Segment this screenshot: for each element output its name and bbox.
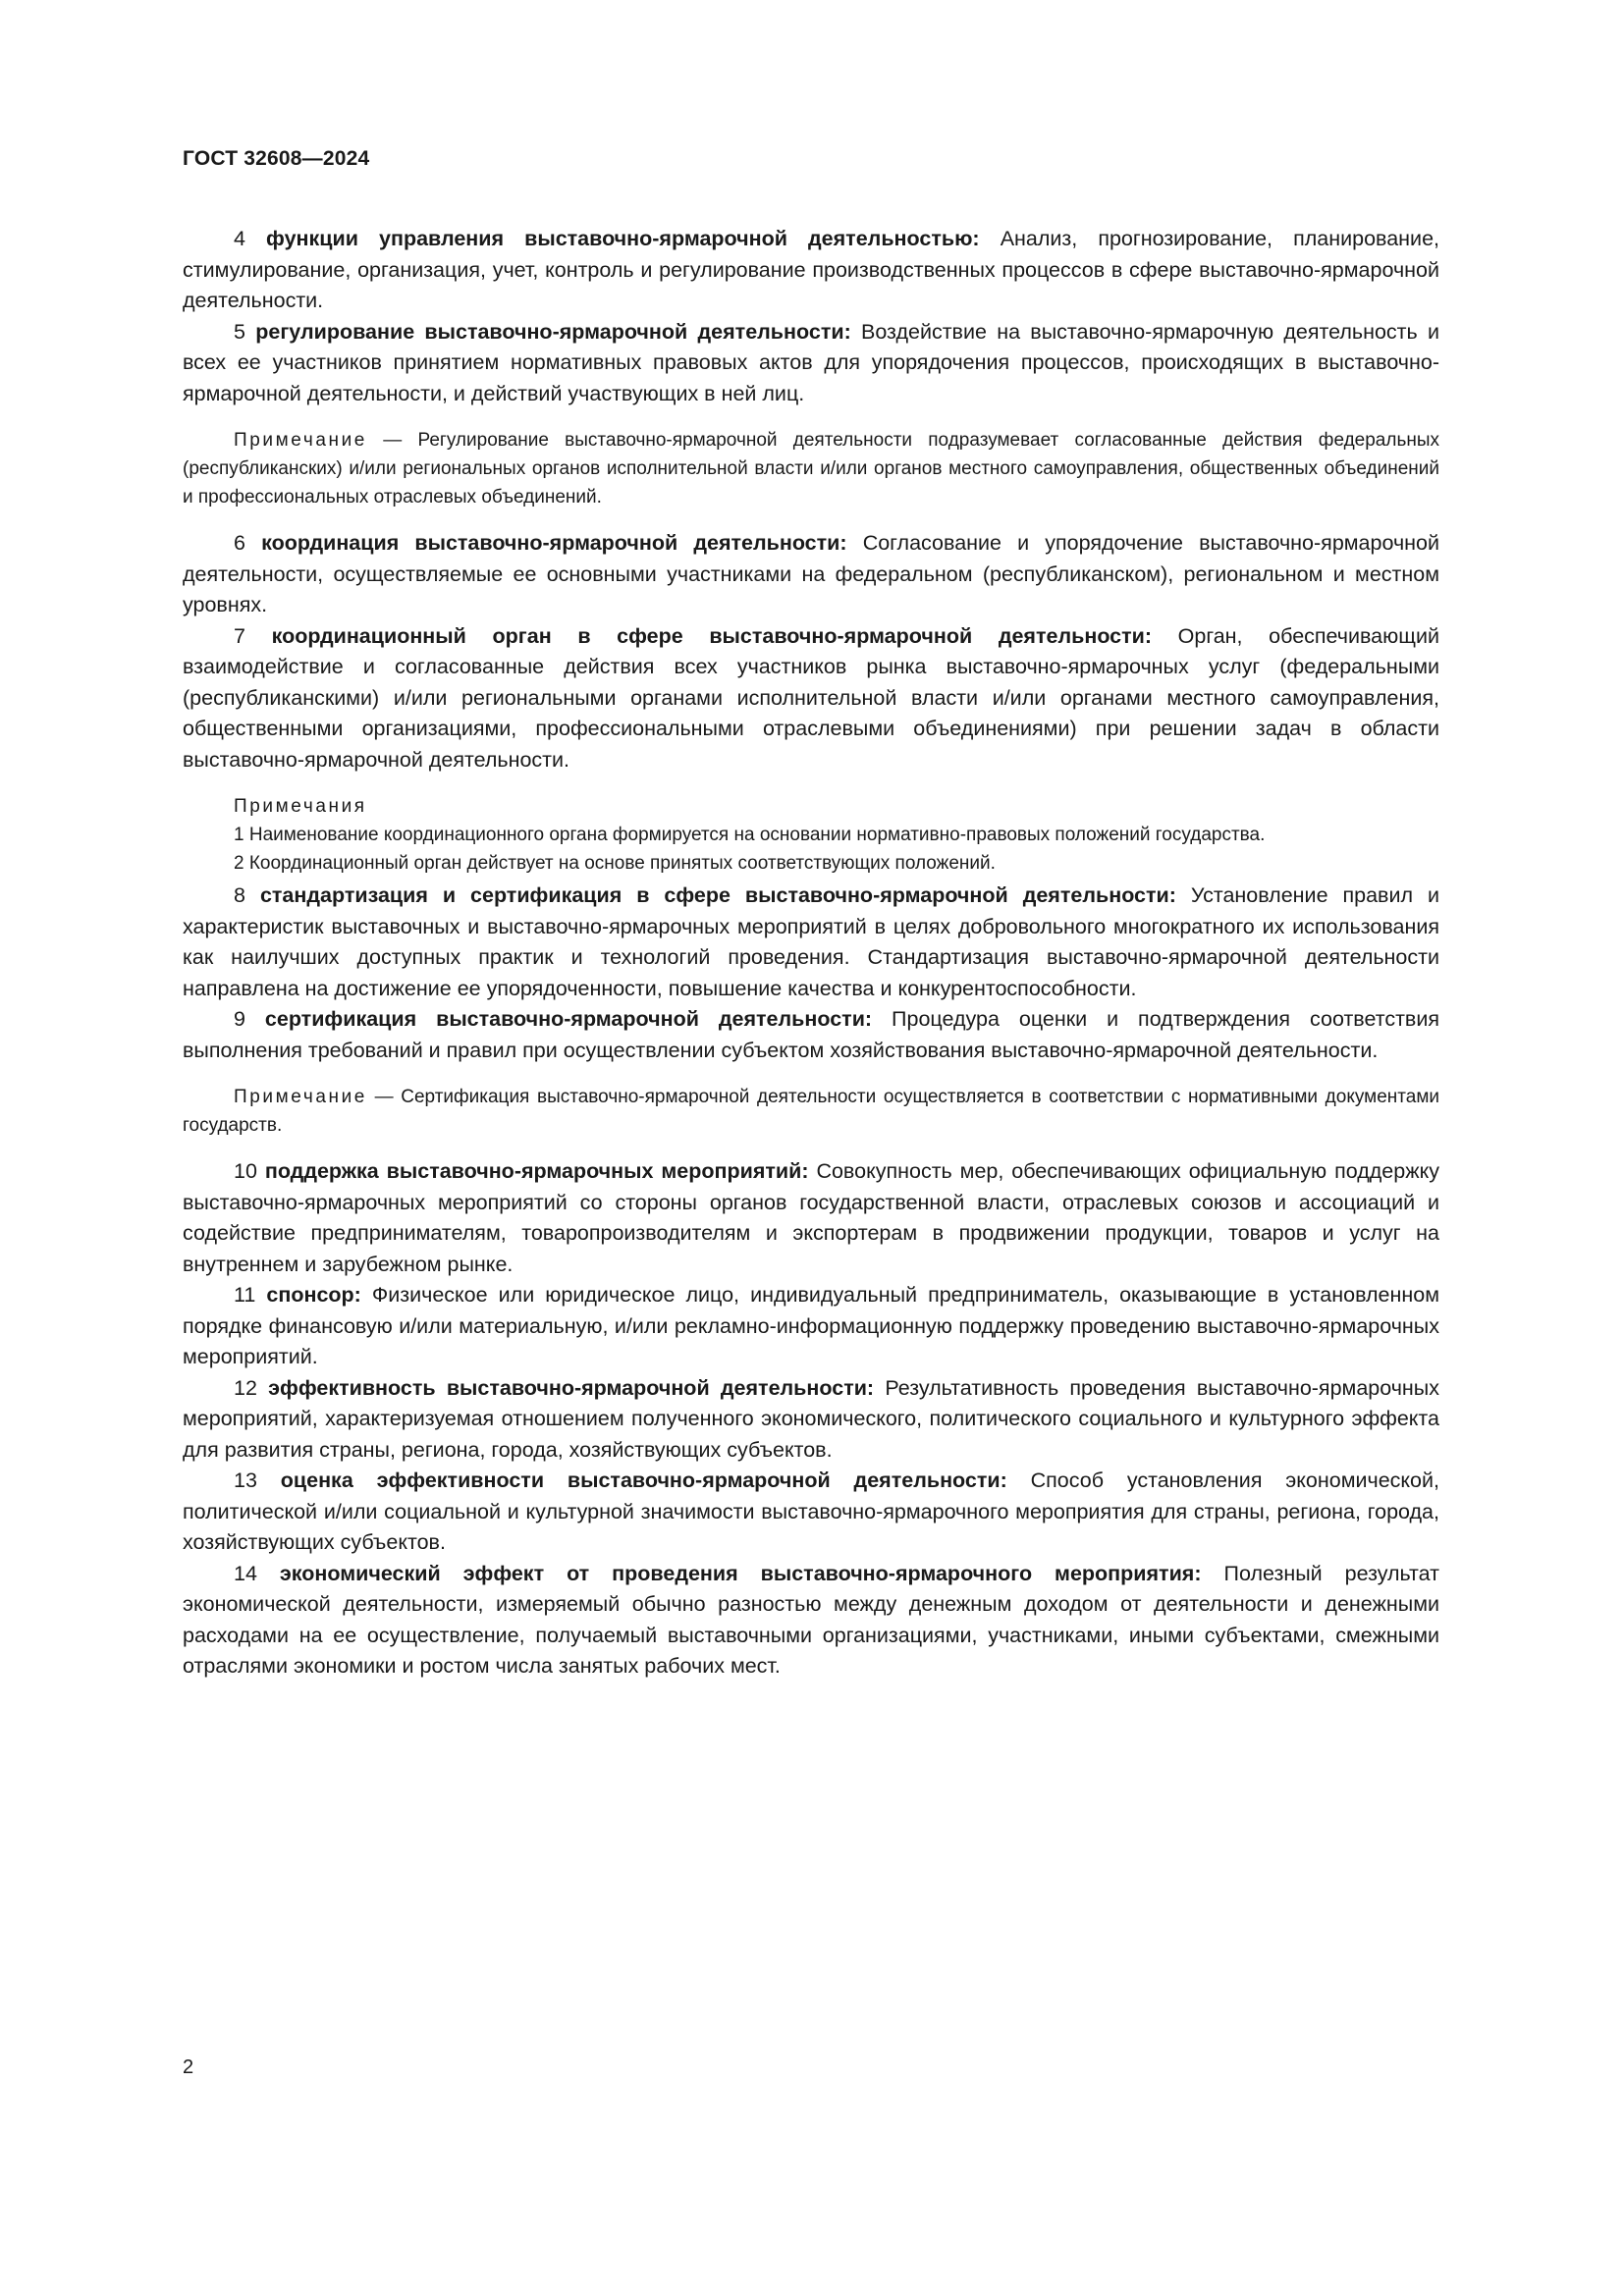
term-definition: Физическое или юридическое лицо, индивидуальный предприниматель, оказывающие в установленном порядке финансовую и/или материальную, и/или рекламно-информационную поддержку проведению выставочно-ярмарочных мероприятий. [183,1283,1439,1368]
term-entry-13 [183,1466,1439,1559]
note-block-5 [183,426,1439,511]
note-item-7-2: 2 Координационный орган действует на основе принятых соответствующих положений. [234,853,996,874]
term-number: 11 [234,1283,256,1307]
term-entry-8 [183,881,1439,1004]
term-entry-10 [183,1156,1439,1280]
note-label: Примечание [234,1087,367,1107]
term-definition: Способ установления экономической, политической и/или социальной и культурной значимости выставочно-ярмарочного мероприятия для страны, региона, города, хозяйствующих субъектов. [183,1468,1439,1554]
term-title: сертификация выставочно-ярмарочной деятельности: [264,1007,873,1031]
term-entry-9 [183,1004,1439,1066]
term-title: экономический эффект от проведения выставочно-ярмарочного мероприятия: [279,1561,1202,1585]
term-number: 14 [234,1561,257,1585]
term-title: стандартизация и сертификация в сфере выставочно-ярмарочной деятельности: [259,883,1176,907]
term-number: 5 [234,319,245,344]
note-text: Сертификация выставочно-ярмарочной деятельности осуществляется в соответствии с нормативными документами государств. [183,1087,1439,1136]
note-item-7-1: 1 Наименование координационного органа формируется на основании нормативно-правовых положений государства. [234,825,1266,845]
term-title: координация выставочно-ярмарочной деятельности: [261,531,847,555]
note-dash: — [374,1087,394,1107]
term-title: регулирование выставочно-ярмарочной деятельности: [255,319,851,344]
term-definition: Результативность проведения выставочно-ярмарочных мероприятий, характеризуемая отношением полученного экономического, политического социального и культурного эффекта для развития страны, региона, города, хозяйствующих субъектов. [183,1375,1439,1462]
term-title: поддержка выставочно-ярмарочных мероприятий: [264,1159,809,1183]
term-entry-14 [183,1559,1439,1682]
term-entry-6 [183,528,1439,621]
note-label: Примечание [234,430,367,451]
page-content [183,147,1439,1682]
note-dash: — [383,430,403,451]
term-title: спонсор: [266,1283,361,1307]
term-definition: Процедура оценки и подтверждения соответствия выполнения требований и правил при осуществлении субъектом хозяйствования выставочно-ярмарочной деятельности. [183,1007,1439,1062]
term-number: 13 [234,1468,257,1492]
document-standard-header: ГОСТ 32608—2024 [183,147,370,170]
term-number: 4 [234,227,245,250]
page-number: 2 [183,2056,194,2078]
term-definition: Воздействие на выставочно-ярмарочную деятельность и всех ее участников принятием нормативных правовых актов для упорядочения процессов, происходящих в выставочно-ярмарочной деятельности, и действий участвующих в ней лиц. [183,319,1439,405]
term-definition: Совокупность мер, обеспечивающих официальную поддержку выставочно-ярмарочных мероприятий со стороны органов государственной власти, отраслевых союзов и ассоциаций и содействие предпринимателям, товаропроизводителям и экспортерам в продвижении продукции, товаров и услуг на внутреннем и зарубежном рынке. [183,1159,1439,1276]
term-definition: Установление правил и характеристик выставочных и выставочно-ярмарочных мероприятий в целях добровольного многократного их использования как наилучших доступных практик и технологий проведения. Стандартизация выставочно-ярмарочной деятельности направлена на достижение ее упорядоченности, повышение качества и конкурентоспособности. [183,883,1439,1000]
note-block-9 [183,1083,1439,1140]
term-entry-5 [183,317,1439,410]
term-title: координационный орган в сфере выставочно-ярмарочной деятельности: [271,623,1153,648]
term-number: 7 [234,623,245,648]
term-definition: Полезный результат экономической деятельности, измеряемый обычно разностью между денежным доходом от деятельности и денежными расходами на ее осуществление, получаемый выставочными организациями, участниками, иными субъектами, смежными отраслями экономики и ростом числа занятых рабочих мест. [183,1561,1439,1678]
term-definition: Согласование и упорядочение выставочно-ярмарочной деятельности, осуществляемые ее основными участниками на федеральном (республиканском), региональном и местном уровнях. [183,531,1439,616]
term-entry-12 [183,1373,1439,1467]
term-title: функции управления выставочно-ярмарочной деятельностью: [266,227,980,250]
term-entry-4 [183,224,1439,317]
notes-heading-7: Примечания [234,796,367,817]
term-definition: Анализ, прогнозирование, планирование, стимулирование, организация, учет, контроль и регулирование производственных процессов в сфере выставочно-ярмарочной деятельности. [183,227,1439,312]
term-title: оценка эффективности выставочно-ярмарочной деятельности: [280,1468,1007,1492]
term-entry-11 [183,1280,1439,1373]
term-title: эффективность выставочно-ярмарочной деятельности: [268,1375,875,1400]
term-definition: Орган, обеспечивающий взаимодействие и согласованные действия всех участников рынка выставочно-ярмарочных услуг (федеральными (республиканскими) и/или региональными органами исполнительной власти и/или органами местного самоуправления, общественными организациями, профессиональными отраслевыми объединениями) при решении задач в области выставочно-ярмарочной деятельности. [183,623,1439,772]
term-entry-7 [183,621,1439,776]
term-number: 6 [234,531,245,555]
term-number: 8 [234,883,245,907]
term-number: 9 [234,1007,245,1031]
note-text: Регулирование выставочно-ярмарочной деятельности подразумевает согласованные действия федеральных (республиканских) и/или региональных органов исполнительной власти и/или органов местного самоуправления, общественных объединений и профессиональных отраслевых объединений. [183,430,1440,507]
term-number: 12 [234,1375,257,1400]
term-number: 10 [234,1159,257,1183]
